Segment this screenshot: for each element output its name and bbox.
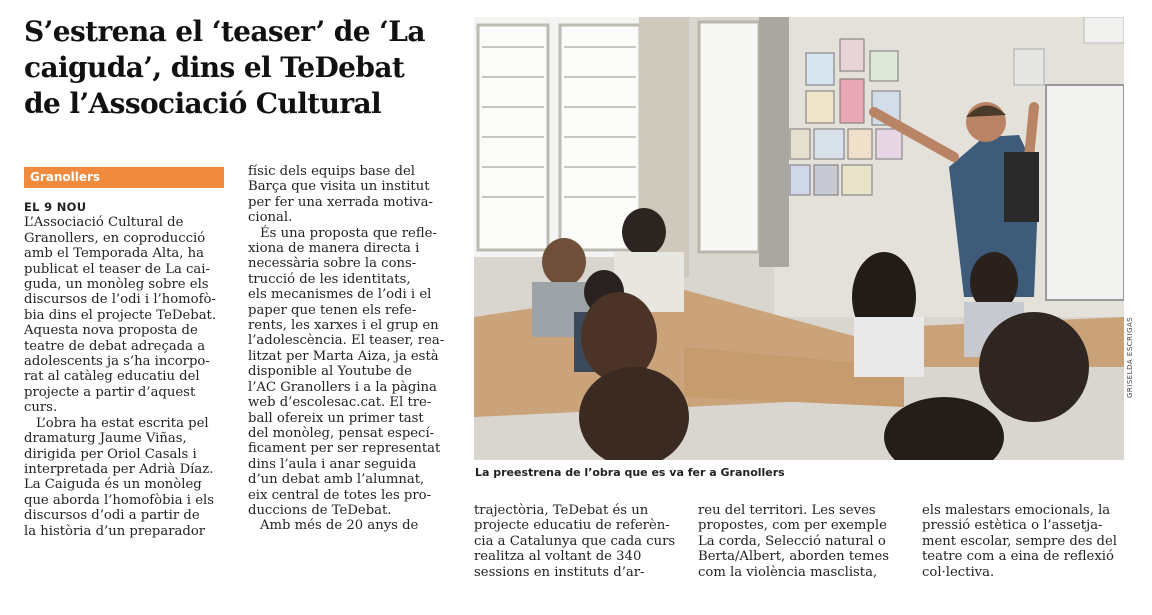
text-line: discursos d’odi a partir de bbox=[24, 508, 200, 524]
text-line: amb el Temporada Alta, ha bbox=[24, 246, 204, 262]
text-line: necessària sobre la cons- bbox=[248, 256, 417, 272]
text-line: els malestars emocionals, la bbox=[922, 503, 1111, 518]
text-line: rents, les xarxes i el grup en bbox=[248, 318, 439, 334]
section-tag: Granollers bbox=[24, 167, 224, 188]
article-column-2 bbox=[248, 164, 458, 534]
text-line: sessions en instituts d’ar- bbox=[474, 564, 645, 580]
article-column-4 bbox=[698, 503, 908, 580]
text-line: Barça que visita un institut bbox=[248, 179, 430, 195]
text-line: dramaturg Jaume Viñas, bbox=[24, 431, 187, 447]
text-line: L’Associació Cultural de bbox=[24, 215, 184, 231]
article-column-5 bbox=[922, 503, 1132, 580]
text-line: dirigida per Oriol Casals i bbox=[24, 446, 197, 462]
headline bbox=[24, 14, 454, 122]
text-line: curs. bbox=[24, 400, 58, 416]
text-line: del monòleg, pensat especí- bbox=[248, 425, 435, 441]
text-line: La Caiguda és un monòleg bbox=[24, 477, 202, 493]
dateline: EL 9 NOU bbox=[24, 200, 87, 214]
text-line: adolescents ja s’ha incorpo- bbox=[24, 354, 210, 370]
headline-line: caiguda’, dins el TeDebat bbox=[24, 51, 405, 84]
photo-caption: La preestrena de l’obra que es va fer a Granollers bbox=[475, 466, 785, 479]
text-line: que aborda l’homofòbia i els bbox=[24, 492, 214, 508]
text-line: d’un debat amb l’alumnat, bbox=[248, 472, 425, 488]
text-line: projecte a partir d’aquest bbox=[24, 384, 196, 400]
text-line: ment escolar, sempre des del bbox=[922, 533, 1117, 549]
text-line: duccions de TeDebat. bbox=[248, 502, 392, 518]
text-line: paper que tenen els refe- bbox=[248, 302, 417, 318]
text-line: propostes, com per exemple bbox=[698, 518, 887, 534]
text-line: per fer una xerrada motiva- bbox=[248, 194, 433, 210]
text-line: Amb més de 20 anys de bbox=[260, 518, 419, 534]
text-line: publicat el teaser de La cai- bbox=[24, 261, 210, 277]
article-column-1 bbox=[24, 200, 234, 539]
text-line: dins l’aula i anar seguida bbox=[248, 456, 417, 472]
headline-line: de l’Associació Cultural bbox=[24, 87, 382, 120]
text-line: teatre de debat adreçada a bbox=[24, 338, 206, 354]
article-photo bbox=[474, 17, 1124, 460]
text-line: Berta/Albert, aborden temes bbox=[698, 549, 890, 565]
text-line: litzat per Marta Aiza, ja està bbox=[248, 348, 439, 364]
article-column-3 bbox=[474, 503, 684, 580]
text-line: Aquesta nova proposta de bbox=[24, 323, 198, 339]
text-line: rat al catàleg educatiu del bbox=[24, 369, 200, 385]
text-line: cional. bbox=[248, 210, 293, 226]
classroom-photo bbox=[474, 17, 1124, 460]
text-line: És una proposta que refle- bbox=[260, 225, 437, 241]
text-line: pressió estètica o l’assetja- bbox=[922, 518, 1103, 534]
text-line: L’obra ha estat escrita pel bbox=[36, 415, 209, 431]
text-line: ficament per ser representat bbox=[248, 441, 441, 457]
text-line: col·lectiva. bbox=[922, 564, 995, 580]
text-line: guda, un monòleg sobre els bbox=[24, 277, 209, 293]
text-line: cia a Catalunya que cada curs bbox=[474, 533, 676, 549]
text-line: l’AC Granollers i a la pàgina bbox=[248, 379, 437, 395]
text-line: l’adolescència. El teaser, rea- bbox=[248, 333, 445, 349]
text-line: La corda, Selecció natural o bbox=[698, 533, 886, 549]
text-line: trucció de les identitats, bbox=[248, 271, 411, 287]
text-line: eix central de totes les pro- bbox=[248, 487, 432, 503]
text-line: xiona de manera directa i bbox=[248, 241, 420, 257]
text-line: realitza al voltant de 340 bbox=[474, 549, 642, 565]
text-line: projecte educatiu de referèn- bbox=[474, 518, 670, 534]
text-line: reu del territori. Les seves bbox=[698, 503, 876, 518]
text-line: interpretada per Adrià Díaz. bbox=[24, 461, 214, 477]
photo-credit: GRISELDA ESCRIGAS bbox=[1126, 316, 1134, 398]
text-line: trajectòria, TeDebat és un bbox=[474, 503, 649, 518]
text-line: teatre com a eina de reflexió bbox=[922, 549, 1114, 565]
text-line: disponible al Youtube de bbox=[248, 364, 412, 380]
text-line: bia dins el projecte TeDebat. bbox=[24, 307, 217, 323]
text-line: com la violència masclista, bbox=[698, 564, 878, 580]
text-line: físic dels equips base del bbox=[248, 164, 415, 179]
text-line: la història d’un preparador bbox=[24, 523, 206, 539]
text-line: web d’escolesac.cat. El tre- bbox=[248, 395, 432, 411]
text-line: Granollers, en coproducció bbox=[24, 230, 206, 246]
headline-line: S’estrena el ‘teaser’ de ‘La bbox=[24, 15, 425, 48]
text-line: discursos de l’odi i l’homofò- bbox=[24, 292, 216, 308]
text-line: ball ofereix un primer tast bbox=[248, 410, 424, 426]
text-line: els mecanismes de l’odi i el bbox=[248, 287, 432, 303]
